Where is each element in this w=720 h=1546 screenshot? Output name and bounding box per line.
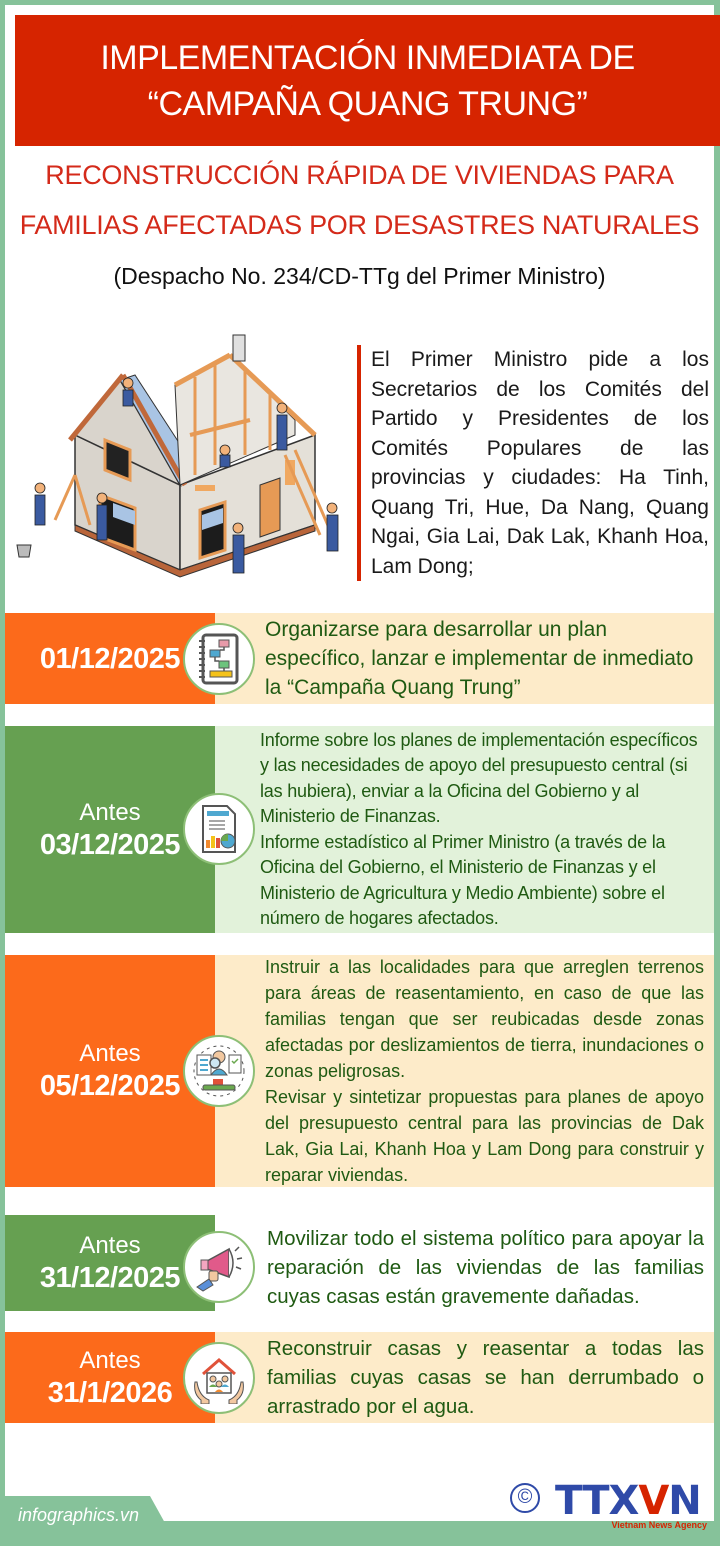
task-text-paragraph-2: Informe estadístico al Primer Ministro (a través de la Oficina del Gobierno, el Ministerio de Finanzas y el Ministerio de Agricultura y Medio Ambiente) sobre el número de hogares afectados. bbox=[260, 831, 666, 928]
deadline-date: 31/1/2026 bbox=[47, 1376, 173, 1409]
task-panel bbox=[215, 726, 714, 933]
deadline-prefix: Antes bbox=[79, 1232, 141, 1259]
family-house-hands-icon bbox=[183, 1342, 255, 1414]
copyright-icon: © bbox=[510, 1483, 540, 1513]
flowchart-notebook-icon bbox=[183, 623, 255, 695]
timeline-row-1 bbox=[5, 613, 714, 704]
task-text: Reconstruir casas y reasentar a todas las familias cuyas casas se han derrumbado o arrastrado por el agua. bbox=[267, 1337, 704, 1418]
task-text-paragraph-2: Revisar y sintetizar propuestas para planes de apoyo del presupuesto central para las provincias de Dak Lak, Gia Lai, Khanh Hoa y Lam Dong para construir y reparar viviendas. bbox=[265, 1087, 704, 1185]
deadline-date: 01/12/2025 bbox=[39, 642, 181, 675]
task-text bbox=[215, 728, 714, 932]
deadline-date: 31/12/2025 bbox=[39, 1262, 181, 1294]
deadline-prefix: Antes bbox=[79, 798, 141, 826]
house-reconstruction-illustration bbox=[15, 325, 355, 595]
infographic-page bbox=[5, 5, 714, 1530]
task-panel bbox=[215, 1207, 714, 1327]
task-text: Organizarse para desarrollar un plan específico, lanzar e implementar de inmediato la “Campaña Quang Trung” bbox=[265, 618, 694, 699]
dispatch-reference: (Despacho No. 234/CD-TTg del Primer Ministro) bbox=[113, 263, 606, 289]
deadline-prefix: Antes bbox=[79, 1346, 141, 1374]
title-line-2: “CAMPAÑA QUANG TRUNG” bbox=[147, 84, 588, 123]
logo-text-ttx: TTX bbox=[555, 1478, 639, 1524]
title-line-1: IMPLEMENTACIÓN INMEDIATA DE bbox=[100, 38, 635, 77]
logo-letters bbox=[555, 1478, 707, 1524]
megaphone-icon bbox=[183, 1231, 255, 1303]
logo-text-n: N bbox=[668, 1478, 701, 1524]
task-text bbox=[215, 954, 714, 1188]
task-text-paragraph-1: Instruir a las localidades para que arreglen terrenos para áreas de reasentamiento, en caso de que las familias tengan que ser reubicadas desde zonas afectadas por deslizamientos de tierra, inundaciones o zonas peligrosas. bbox=[265, 957, 704, 1081]
site-link[interactable]: infographics.vn bbox=[18, 1505, 140, 1525]
timeline-row-3 bbox=[5, 955, 714, 1187]
subtitle-line-2: FAMILIAS AFECTADAS POR DESASTRES NATURALES bbox=[19, 210, 700, 240]
deadline-prefix: Antes bbox=[79, 1040, 141, 1067]
task-text-paragraph-1: Informe sobre los planes de implementación específicos y las necesidades de apoyo del presupuesto central (si las hubiera), enviar a la Oficina del Gobierno y al Ministerio de Finanzas. bbox=[260, 729, 698, 826]
deadline-date: 05/12/2025 bbox=[39, 1070, 181, 1102]
task-text: Movilizar todo el sistema político para apoyar la reparación de las viviendas de las familias cuyas casas están gravemente dañadas. bbox=[267, 1226, 704, 1308]
logo-tagline: Vietnam News Agency bbox=[611, 1520, 707, 1530]
timeline-row-4 bbox=[5, 1215, 714, 1311]
deadline-date: 03/12/2025 bbox=[39, 828, 181, 861]
report-document-icon bbox=[183, 793, 255, 865]
subtitle-line-1: RECONSTRUCCIÓN RÁPIDA DE VIVIENDAS PARA bbox=[45, 160, 674, 190]
inspection-analysis-icon bbox=[183, 1035, 255, 1107]
timeline-row-5 bbox=[5, 1332, 714, 1423]
task-panel bbox=[215, 955, 714, 1187]
logo-text-v: V bbox=[638, 1478, 669, 1524]
timeline-row-2 bbox=[5, 726, 714, 933]
task-panel bbox=[215, 1332, 714, 1423]
title-banner bbox=[15, 15, 720, 146]
intro-text: El Primer Ministro pide a los Secretarios de los Comités del Partido y Presidentes de los Comités Populares de las provincias y ciudades: Ha Tinh, Quang Tri, Hue, Da Nang, Quang Ngai, Gia Lai, Dak Lak, Khanh Hoa, Lam Dong; bbox=[357, 345, 709, 581]
task-panel bbox=[215, 613, 714, 704]
ttxvn-logo bbox=[555, 1478, 707, 1533]
